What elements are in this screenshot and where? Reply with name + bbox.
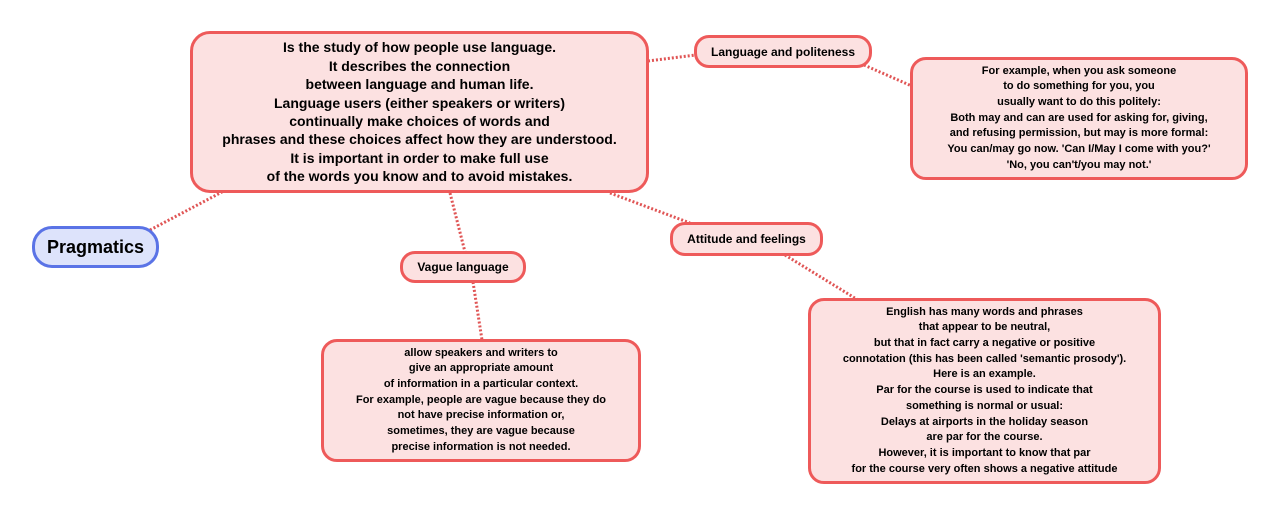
note-line: sometimes, they are vague because [387, 425, 575, 438]
note-line: to do something for you, you [1003, 80, 1155, 93]
definition-line: between language and human life. [305, 76, 534, 93]
definition-line: It is important in order to make full use [290, 149, 549, 166]
connector-attitude-note [785, 255, 858, 300]
connector-definition-politeness [648, 55, 696, 61]
definition-line: Language users (either speakers or writers) [274, 94, 565, 111]
note-line: For example, people are vague because they do [355, 393, 607, 406]
note-node-attitude[interactable] [808, 298, 1161, 484]
root-label: Pragmatics [46, 236, 145, 257]
definition-line: phrases and these choices affect how they are understood. [222, 131, 617, 148]
note-line: usually want to do this politely: [997, 95, 1161, 108]
note-line: connotation (this has been called 'semantic prosody'). [842, 352, 1127, 365]
definition-line: Is the study of how people use language. [282, 39, 557, 56]
definition-node[interactable] [190, 31, 649, 193]
note-line: for the course very often shows a negative attitude [851, 462, 1118, 475]
note-node-politeness[interactable] [910, 57, 1248, 180]
note-line: Delays at airports in the holiday season [880, 415, 1089, 428]
note-line: give an appropriate amount [408, 362, 554, 375]
definition-line: of the words you know and to avoid mistakes. [266, 168, 573, 185]
note-node-vague[interactable] [321, 339, 641, 462]
connector-vague-note [473, 282, 482, 340]
note-line: English has many words and phrases [886, 305, 1083, 318]
topic-label: Language and politeness [710, 44, 856, 59]
note-line: but that in fact carry a negative or positive [873, 337, 1096, 350]
note-line: You can/may go now. 'Can I/May I come with you?' [947, 143, 1211, 156]
note-line: 'No, you can't/you may not.' [1006, 158, 1152, 171]
connector-root-definition [150, 192, 222, 230]
topic-node-attitude-and-feelings[interactable] [670, 222, 823, 256]
connector-definition-vague [450, 193, 465, 252]
topic-node-language-and-politeness[interactable] [694, 35, 872, 68]
definition-line: continually make choices of words and [289, 113, 550, 129]
note-line: something is normal or usual: [905, 399, 1064, 412]
note-line: Here is an example. [933, 368, 1036, 381]
connector-definition-attitude [610, 193, 690, 223]
note-line: For example, when you ask someone [981, 64, 1177, 77]
note-line: and refusing permission, but may is more formal: [949, 127, 1209, 140]
definition-line: It describes the connection [328, 57, 511, 74]
note-line: of information in a particular context. [383, 377, 579, 390]
note-line: precise information is not needed. [391, 440, 571, 453]
topic-label: Vague language [417, 260, 509, 274]
note-line: Both may and can are used for asking for, giving, [950, 111, 1208, 124]
note-line: are par for the course. [926, 431, 1043, 444]
note-line: that appear to be neutral, [918, 321, 1051, 334]
note-line: Par for the course is used to indicate that [876, 384, 1093, 397]
note-line: allow speakers and writers to [404, 346, 558, 359]
connector-politeness-note [864, 65, 914, 87]
topic-node-vague-language[interactable] [400, 251, 526, 283]
root-node-pragmatics[interactable] [32, 226, 159, 268]
note-line: However, it is important to know that par [878, 446, 1091, 459]
topic-label: Attitude and feelings [687, 232, 806, 246]
note-line: not have precise information or, [397, 409, 565, 422]
